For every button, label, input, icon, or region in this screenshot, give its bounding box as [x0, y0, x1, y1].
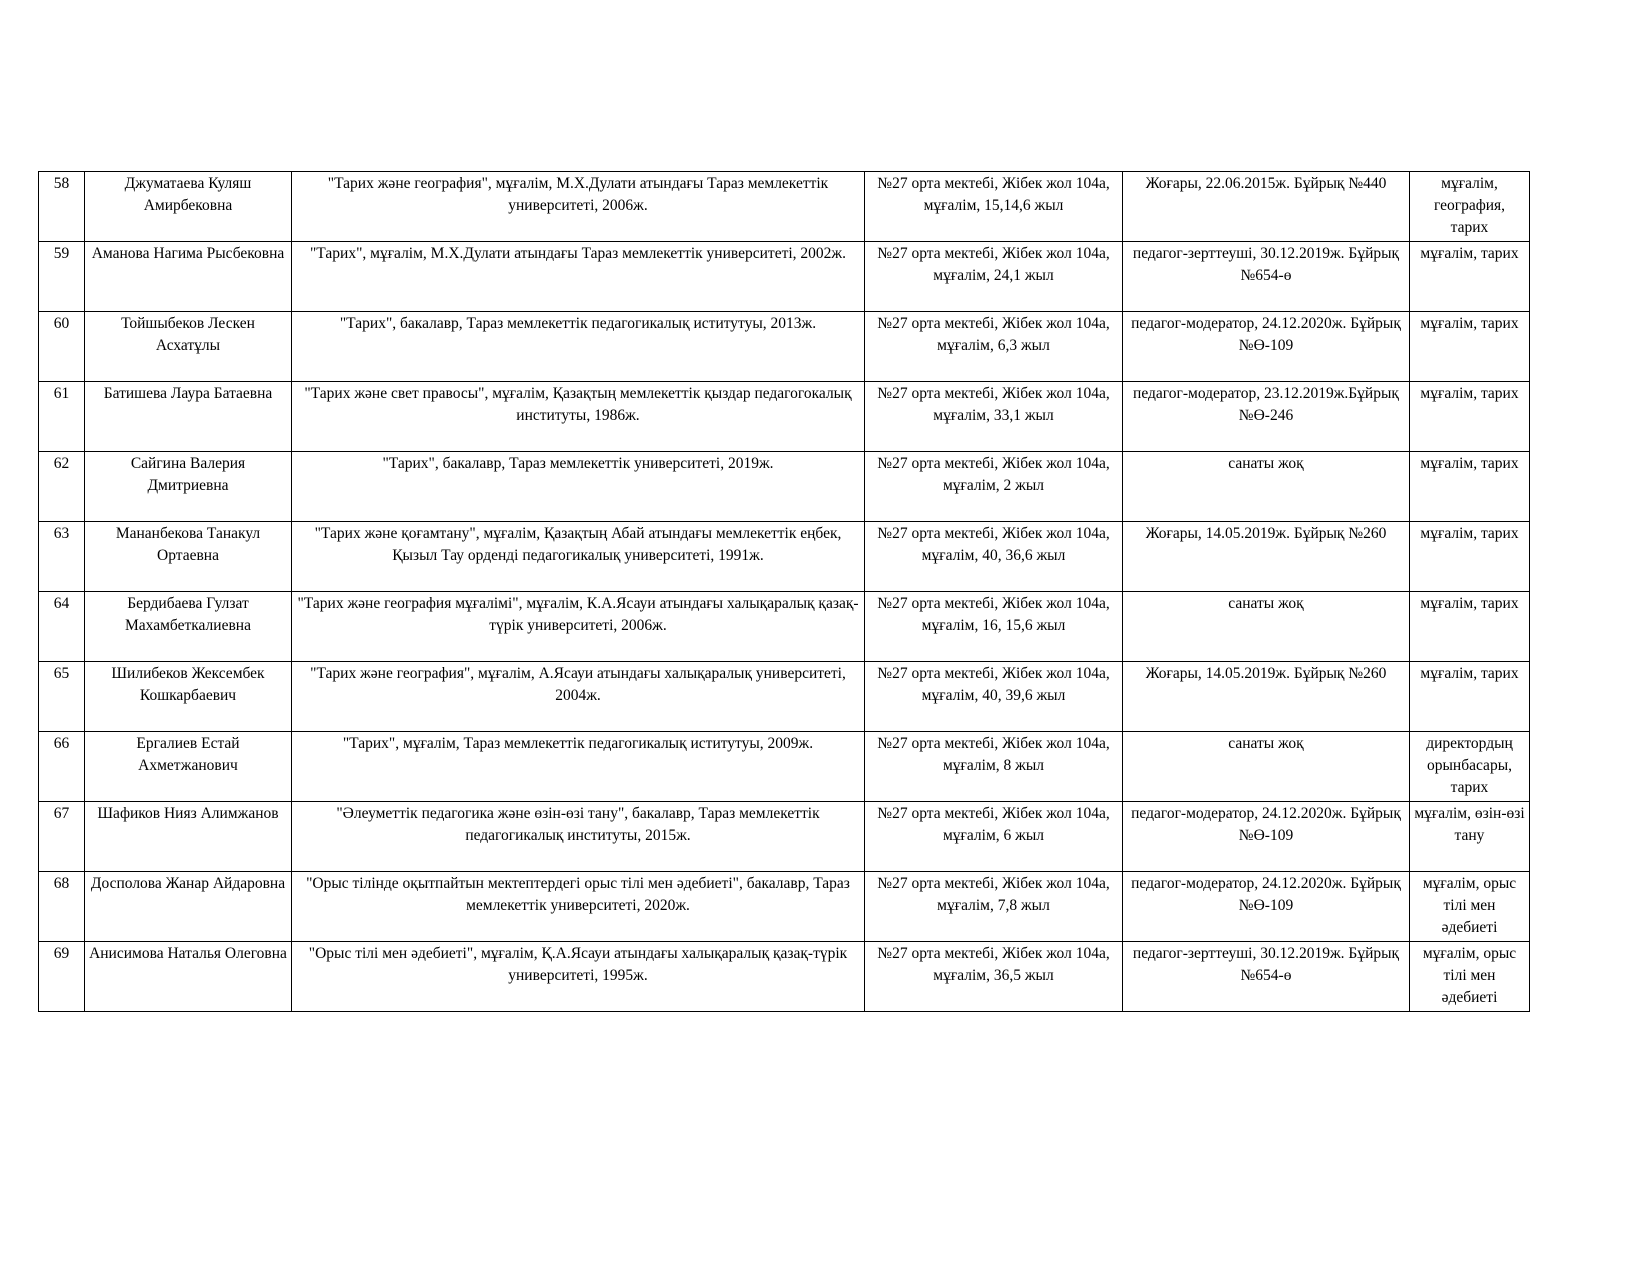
education-cell: "Әлеуметтік педагогика және өзін-өзі тану", бакалавр, Тараз мемлекеттік педагогикалық институты, 2015ж.: [292, 802, 865, 872]
teacher-name-cell: Анисимова Наталья Олеговна: [85, 942, 292, 1012]
education-cell: "Тарих және қоғамтану", мұғалім, Қазақтың Абай атындағы мемлекеттік еңбек, Қызыл Тау орденді педагогикалық университеті, 1991ж.: [292, 522, 865, 592]
teacher-name-cell: Сайгина Валерия Дмитриевна: [85, 452, 292, 522]
position-cell: мұғалім, тарих: [1410, 522, 1530, 592]
education-cell: "Тарих", мұғалім, Тараз мемлекеттік педагогикалық иститутуы, 2009ж.: [292, 732, 865, 802]
position-cell: мұғалім, өзін-өзі тану: [1410, 802, 1530, 872]
row-number-cell: 61: [39, 382, 85, 452]
workplace-cell: №27 орта мектебі, Жібек жол 104а, мұғалім, 40, 39,6 жыл: [865, 662, 1123, 732]
workplace-cell: №27 орта мектебі, Жібек жол 104а, мұғалім, 33,1 жыл: [865, 382, 1123, 452]
row-number-cell: 63: [39, 522, 85, 592]
row-number-cell: 66: [39, 732, 85, 802]
row-number-cell: 60: [39, 312, 85, 382]
teacher-name-cell: Шилибеков Жексембек Кошкарбаевич: [85, 662, 292, 732]
teacher-name-cell: Джуматаева Куляш Амирбековна: [85, 172, 292, 242]
workplace-cell: №27 орта мектебі, Жібек жол 104а, мұғалім, 24,1 жыл: [865, 242, 1123, 312]
teacher-name-cell: Досполова Жанар Айдаровна: [85, 872, 292, 942]
education-cell: "Тарих", бакалавр, Тараз мемлекеттік педагогикалық иститутуы, 2013ж.: [292, 312, 865, 382]
workplace-cell: №27 орта мектебі, Жібек жол 104а, мұғалім, 6,3 жыл: [865, 312, 1123, 382]
teacher-name-cell: Аманова Нагима Рысбековна: [85, 242, 292, 312]
table-row: [39, 592, 1530, 662]
table-row: [39, 662, 1530, 732]
category-cell: Жоғары, 22.06.2015ж. Бұйрық №440: [1123, 172, 1410, 242]
education-cell: "Тарих және география мұғалімі", мұғалім, К.А.Ясауи атындағы халықаралық қазақ-түрік университеті, 2006ж.: [292, 592, 865, 662]
row-number-cell: 59: [39, 242, 85, 312]
row-number-cell: 65: [39, 662, 85, 732]
teacher-name-cell: Мананбекова Танакул Ортаевна: [85, 522, 292, 592]
category-cell: педагог-модератор, 24.12.2020ж. Бұйрық №Ө-109: [1123, 872, 1410, 942]
row-number-cell: 69: [39, 942, 85, 1012]
category-cell: педагог-модератор, 24.12.2020ж. Бұйрық №Ө-109: [1123, 802, 1410, 872]
position-cell: мұғалім, тарих: [1410, 382, 1530, 452]
table-row: [39, 312, 1530, 382]
category-cell: санаты жоқ: [1123, 732, 1410, 802]
education-cell: "Тарих және география", мұғалім, А.Ясауи атындағы халықаралық университеті, 2004ж.: [292, 662, 865, 732]
category-cell: Жоғары, 14.05.2019ж. Бұйрық №260: [1123, 522, 1410, 592]
category-cell: санаты жоқ: [1123, 452, 1410, 522]
teacher-name-cell: Батишева Лаура Батаевна: [85, 382, 292, 452]
table-row: [39, 522, 1530, 592]
education-cell: "Тарих", бакалавр, Тараз мемлекеттік университеті, 2019ж.: [292, 452, 865, 522]
position-cell: мұғалім, тарих: [1410, 242, 1530, 312]
staff-table-body: [39, 172, 1530, 1012]
position-cell: мұғалім, география, тарих: [1410, 172, 1530, 242]
row-number-cell: 62: [39, 452, 85, 522]
row-number-cell: 64: [39, 592, 85, 662]
category-cell: санаты жоқ: [1123, 592, 1410, 662]
education-cell: "Орыс тілінде оқытпайтын мектептердегі орыс тілі мен әдебиеті", бакалавр, Тараз мемлекеттік университеті, 2020ж.: [292, 872, 865, 942]
education-cell: "Тарих", мұғалім, М.Х.Дулати атындағы Тараз мемлекеттік университеті, 2002ж.: [292, 242, 865, 312]
workplace-cell: №27 орта мектебі, Жібек жол 104а, мұғалім, 8 жыл: [865, 732, 1123, 802]
workplace-cell: №27 орта мектебі, Жібек жол 104а, мұғалім, 2 жыл: [865, 452, 1123, 522]
row-number-cell: 58: [39, 172, 85, 242]
position-cell: мұғалім, орыс тілі мен әдебиеті: [1410, 872, 1530, 942]
workplace-cell: №27 орта мектебі, Жібек жол 104а, мұғалім, 16, 15,6 жыл: [865, 592, 1123, 662]
table-row: [39, 242, 1530, 312]
teacher-name-cell: Тойшыбеков Лескен Асхатұлы: [85, 312, 292, 382]
teacher-name-cell: Шафиков Нияз Алимжанов: [85, 802, 292, 872]
education-cell: "Тарих және свет правосы", мұғалім, Қазақтың мемлекеттік қыздар педагогокалық институты, 1986ж.: [292, 382, 865, 452]
position-cell: мұғалім, тарих: [1410, 312, 1530, 382]
teacher-name-cell: Бердибаева Гулзат Махамбеткалиевна: [85, 592, 292, 662]
education-cell: "Тарих және география", мұғалім, М.Х.Дулати атындағы Тараз мемлекеттік университеті, 2006ж.: [292, 172, 865, 242]
table-row: [39, 942, 1530, 1012]
workplace-cell: №27 орта мектебі, Жібек жол 104а, мұғалім, 15,14,6 жыл: [865, 172, 1123, 242]
teacher-name-cell: Ергалиев Естай Ахметжанович: [85, 732, 292, 802]
workplace-cell: №27 орта мектебі, Жібек жол 104а, мұғалім, 40, 36,6 жыл: [865, 522, 1123, 592]
table-row: [39, 732, 1530, 802]
position-cell: директордың орынбасары, тарих: [1410, 732, 1530, 802]
position-cell: мұғалім, тарих: [1410, 592, 1530, 662]
table-row: [39, 802, 1530, 872]
staff-table: [38, 171, 1530, 1012]
position-cell: мұғалім, тарих: [1410, 452, 1530, 522]
category-cell: педагог-зерттеуші, 30.12.2019ж. Бұйрық №654-ө: [1123, 242, 1410, 312]
workplace-cell: №27 орта мектебі, Жібек жол 104а, мұғалім, 6 жыл: [865, 802, 1123, 872]
category-cell: педагог-зерттеуші, 30.12.2019ж. Бұйрық №654-ө: [1123, 942, 1410, 1012]
category-cell: педагог-модератор, 24.12.2020ж. Бұйрық №Ө-109: [1123, 312, 1410, 382]
table-row: [39, 872, 1530, 942]
workplace-cell: №27 орта мектебі, Жібек жол 104а, мұғалім, 7,8 жыл: [865, 872, 1123, 942]
category-cell: Жоғары, 14.05.2019ж. Бұйрық №260: [1123, 662, 1410, 732]
table-row: [39, 452, 1530, 522]
category-cell: педагог-модератор, 23.12.2019ж.Бұйрық №Ө-246: [1123, 382, 1410, 452]
workplace-cell: №27 орта мектебі, Жібек жол 104а, мұғалім, 36,5 жыл: [865, 942, 1123, 1012]
row-number-cell: 68: [39, 872, 85, 942]
table-row: [39, 172, 1530, 242]
position-cell: мұғалім, тарих: [1410, 662, 1530, 732]
position-cell: мұғалім, орыс тілі мен әдебиеті: [1410, 942, 1530, 1012]
table-row: [39, 382, 1530, 452]
education-cell: "Орыс тілі мен әдебиеті", мұғалім, Қ.А.Ясауи атындағы халықаралық қазақ-түрік университеті, 1995ж.: [292, 942, 865, 1012]
row-number-cell: 67: [39, 802, 85, 872]
